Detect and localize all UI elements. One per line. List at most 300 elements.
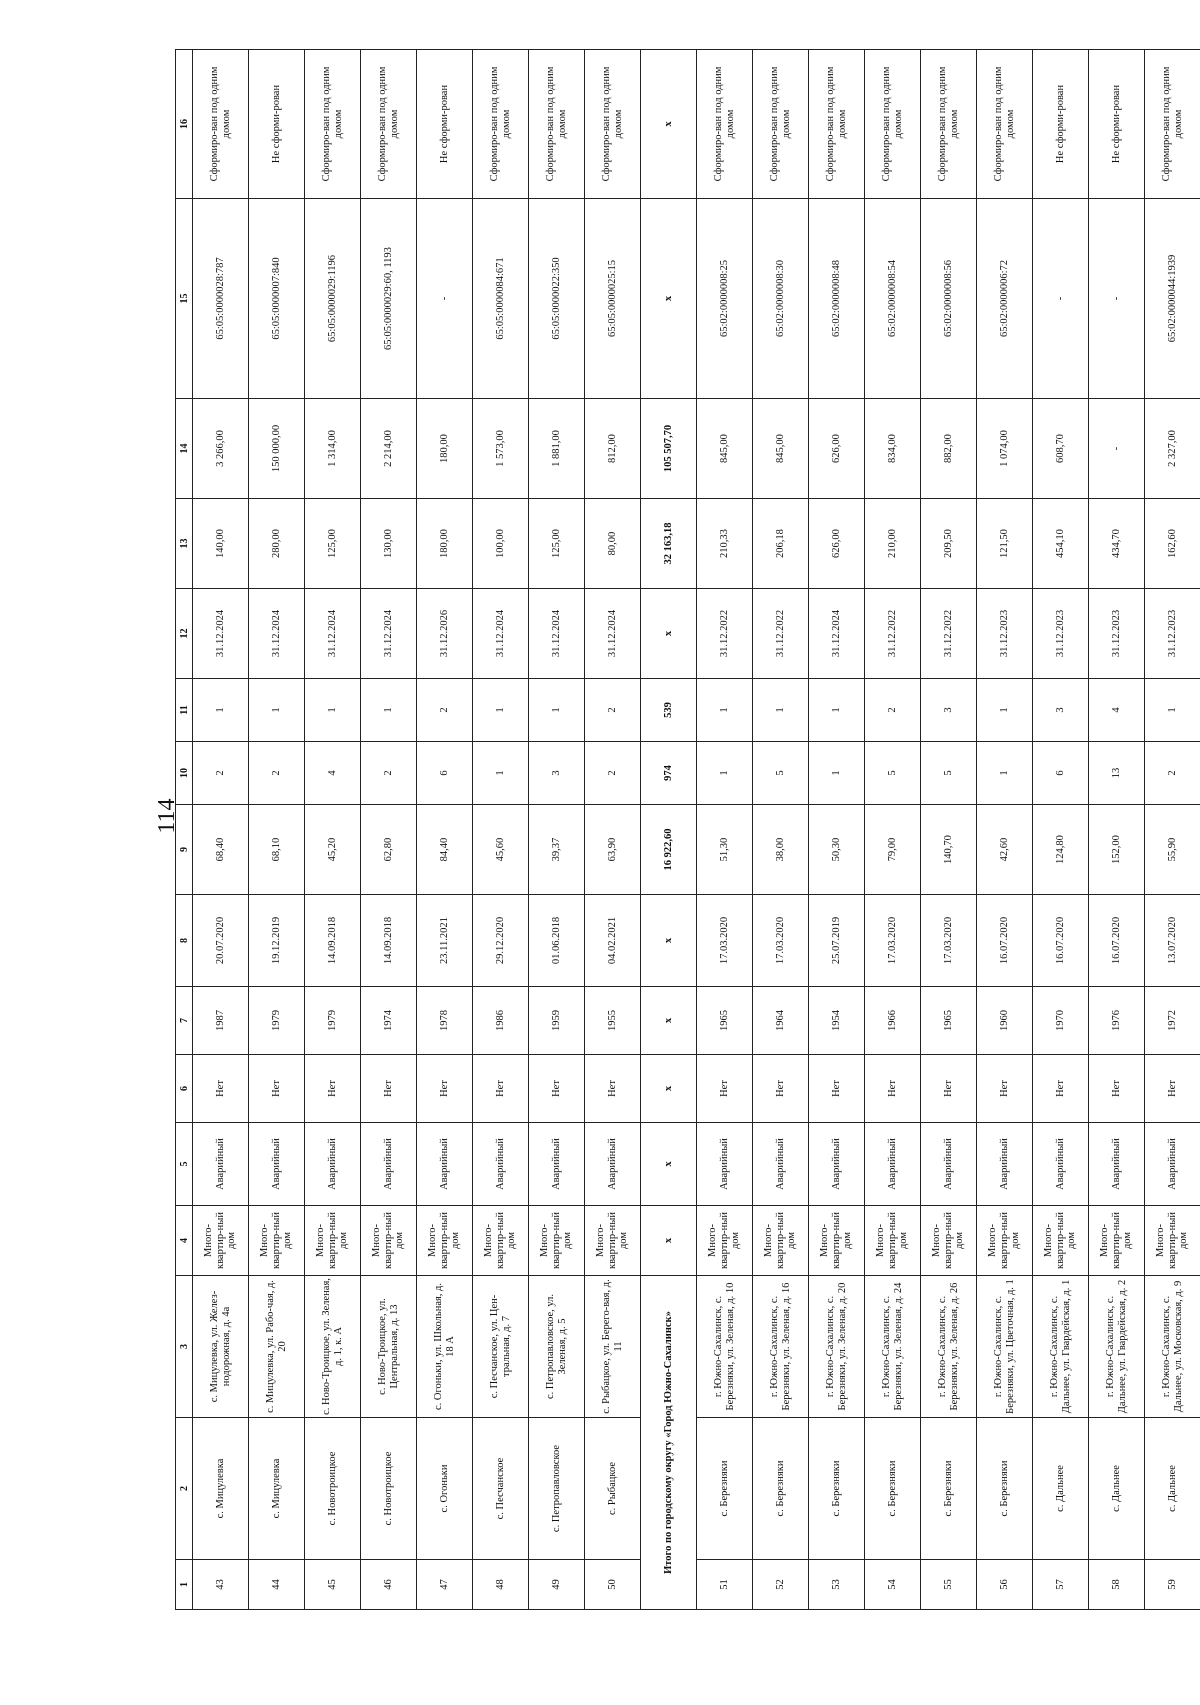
cell-c14: 834,00 bbox=[865, 399, 921, 499]
cell-c6: Нет bbox=[417, 1055, 473, 1123]
cell-no: 56 bbox=[977, 1560, 1033, 1610]
cell-c9: 45,60 bbox=[473, 805, 529, 895]
cell-status: Аварийный bbox=[193, 1123, 249, 1206]
cell-c16: Сформиро-ван под одним домом bbox=[193, 50, 249, 199]
cell-cad: 65:05:0000025:15 bbox=[585, 199, 641, 399]
cell-c11: 1 bbox=[529, 679, 585, 742]
cell-c11: 1 bbox=[473, 679, 529, 742]
cell-c12: 31.12.2022 bbox=[921, 589, 977, 679]
cell-status: Аварийный bbox=[1033, 1123, 1089, 1206]
cell-c6: Нет bbox=[697, 1055, 753, 1123]
cell-c10: 6 bbox=[1033, 742, 1089, 805]
cell-year: 1978 bbox=[417, 987, 473, 1055]
cell-no: 51 bbox=[697, 1560, 753, 1610]
cell-c16: Сформиро-ван под одним домом bbox=[473, 50, 529, 199]
cell-type: Много-квартир-ный дом bbox=[1145, 1206, 1200, 1276]
cell-no: 48 bbox=[473, 1560, 529, 1610]
cell-c13: 209,50 bbox=[921, 499, 977, 589]
table-row bbox=[361, 50, 417, 1610]
cell-c9: 140,70 bbox=[921, 805, 977, 895]
cell-c11: 1 bbox=[305, 679, 361, 742]
col-header: 8 bbox=[176, 895, 193, 987]
table-row bbox=[585, 50, 641, 1610]
cell-c12: 31.12.2024 bbox=[193, 589, 249, 679]
cell-date: 20.07.2020 bbox=[193, 895, 249, 987]
cell-no: 54 bbox=[865, 1560, 921, 1610]
cell-c10: 2 bbox=[193, 742, 249, 805]
col-header: 7 bbox=[176, 987, 193, 1055]
cell-type: Много-квартир-ный дом bbox=[809, 1206, 865, 1276]
cell-status: Аварийный bbox=[697, 1123, 753, 1206]
cell-status: Аварийный bbox=[809, 1123, 865, 1206]
table-row bbox=[1033, 50, 1089, 1610]
cell-c12: 31.12.2024 bbox=[249, 589, 305, 679]
cell-type: Много-квартир-ный дом bbox=[193, 1206, 249, 1276]
cell-date: 25.07.2019 bbox=[809, 895, 865, 987]
cell-cad: 65:02:0000006:72 bbox=[977, 199, 1033, 399]
cell-c10: 13 bbox=[1089, 742, 1145, 805]
cell-status: Аварийный bbox=[1089, 1123, 1145, 1206]
cell-c6: Нет bbox=[865, 1055, 921, 1123]
cell-c10: 6 bbox=[417, 742, 473, 805]
cell-c16: Сформиро-ван под одним домом bbox=[697, 50, 753, 199]
cell-c6: Нет bbox=[529, 1055, 585, 1123]
table-row bbox=[249, 50, 305, 1610]
cell-c12: 31.12.2024 bbox=[809, 589, 865, 679]
cell-c14: 1 573,00 bbox=[473, 399, 529, 499]
cell-c13: 454,10 bbox=[1033, 499, 1089, 589]
cell-year: 1965 bbox=[697, 987, 753, 1055]
cell-locality: с. Дальнее bbox=[1033, 1418, 1089, 1560]
cell-c11: 1 bbox=[977, 679, 1033, 742]
cell-date: 17.03.2020 bbox=[753, 895, 809, 987]
cell-c9: 38,00 bbox=[753, 805, 809, 895]
cell-c10: 5 bbox=[753, 742, 809, 805]
cell-locality: с. Огоньки bbox=[417, 1418, 473, 1560]
housing-register-table bbox=[175, 49, 1200, 1610]
cell-type: Много-квартир-ный дом bbox=[585, 1206, 641, 1276]
cell-cad: 65:02:0000008:56 bbox=[921, 199, 977, 399]
cell-c14: 180,00 bbox=[417, 399, 473, 499]
cell-c6: Нет bbox=[1089, 1055, 1145, 1123]
cell-year: 1964 bbox=[753, 987, 809, 1055]
cell-c10: 5 bbox=[921, 742, 977, 805]
total-cell: х bbox=[641, 199, 697, 399]
col-header: 1 bbox=[176, 1560, 193, 1610]
total-row bbox=[641, 50, 697, 1610]
cell-c11: 2 bbox=[865, 679, 921, 742]
cell-c14: 1 314,00 bbox=[305, 399, 361, 499]
total-cell: х bbox=[641, 50, 697, 199]
cell-address: г. Южно-Сахалинск, с. Березняки, ул. Цветочная, д. 1 bbox=[977, 1276, 1033, 1418]
cell-address: г. Южно-Сахалинск, с. Дальнее, ул. Гвардейская, д. 2 bbox=[1089, 1276, 1145, 1418]
table-row bbox=[977, 50, 1033, 1610]
total-cell: х bbox=[641, 589, 697, 679]
cell-c14: 845,00 bbox=[697, 399, 753, 499]
cell-locality: с. Песчанское bbox=[473, 1418, 529, 1560]
table-body-part-2 bbox=[697, 50, 1200, 1610]
cell-c16: Сформиро-ван под одним домом bbox=[585, 50, 641, 199]
cell-cad: 65:02:0000008:25 bbox=[697, 199, 753, 399]
cell-c16: Сформиро-ван под одним домом bbox=[809, 50, 865, 199]
cell-cad: 65:05:0000022:350 bbox=[529, 199, 585, 399]
cell-locality: с. Мицулевка bbox=[249, 1418, 305, 1560]
total-cell: 974 bbox=[641, 742, 697, 805]
cell-c10: 1 bbox=[473, 742, 529, 805]
col-header: 11 bbox=[176, 679, 193, 742]
cell-address: с. Ново-Троицкое, ул. Зеленая, д. 1, к. А bbox=[305, 1276, 361, 1418]
cell-date: 14.09.2018 bbox=[305, 895, 361, 987]
cell-address: с. Петропавловское, ул. Зеленая, д. 5 bbox=[529, 1276, 585, 1418]
cell-date: 23.11.2021 bbox=[417, 895, 473, 987]
cell-date: 17.03.2020 bbox=[921, 895, 977, 987]
cell-status: Аварийный bbox=[361, 1123, 417, 1206]
cell-c12: 31.12.2024 bbox=[361, 589, 417, 679]
cell-c14: 150 000,00 bbox=[249, 399, 305, 499]
cell-type: Много-квартир-ный дом bbox=[865, 1206, 921, 1276]
cell-c6: Нет bbox=[1033, 1055, 1089, 1123]
cell-year: 1987 bbox=[193, 987, 249, 1055]
cell-c11: 2 bbox=[417, 679, 473, 742]
cell-c10: 2 bbox=[361, 742, 417, 805]
col-header: 13 bbox=[176, 499, 193, 589]
total-cell: 16 922,60 bbox=[641, 805, 697, 895]
cell-type: Много-квартир-ный дом bbox=[977, 1206, 1033, 1276]
cell-c13: 180,00 bbox=[417, 499, 473, 589]
cell-cad: 65:05:0000029:1196 bbox=[305, 199, 361, 399]
cell-c16: Сформиро-ван под одним домом bbox=[753, 50, 809, 199]
cell-locality: с. Дальнее bbox=[1089, 1418, 1145, 1560]
cell-c10: 1 bbox=[697, 742, 753, 805]
table-row bbox=[193, 50, 249, 1610]
cell-c12: 31.12.2023 bbox=[1033, 589, 1089, 679]
table-row bbox=[417, 50, 473, 1610]
cell-no: 55 bbox=[921, 1560, 977, 1610]
cell-c6: Нет bbox=[361, 1055, 417, 1123]
cell-type: Много-квартир-ный дом bbox=[529, 1206, 585, 1276]
cell-c14: 608,70 bbox=[1033, 399, 1089, 499]
cell-c16: Не сформи-рован bbox=[1033, 50, 1089, 199]
cell-c10: 2 bbox=[249, 742, 305, 805]
cell-c11: 1 bbox=[361, 679, 417, 742]
cell-locality: с. Березняки bbox=[753, 1418, 809, 1560]
cell-cad: 65:02:0000008:30 bbox=[753, 199, 809, 399]
cell-c9: 152,00 bbox=[1089, 805, 1145, 895]
cell-status: Аварийный bbox=[921, 1123, 977, 1206]
cell-cad: - bbox=[417, 199, 473, 399]
cell-type: Много-квартир-ный дом bbox=[417, 1206, 473, 1276]
total-cell: х bbox=[641, 987, 697, 1055]
cell-status: Аварийный bbox=[865, 1123, 921, 1206]
cell-c12: 31.12.2024 bbox=[585, 589, 641, 679]
cell-c16: Не сформи-рован bbox=[417, 50, 473, 199]
cell-c10: 1 bbox=[977, 742, 1033, 805]
table-row bbox=[921, 50, 977, 1610]
cell-c6: Нет bbox=[921, 1055, 977, 1123]
cell-c10: 1 bbox=[809, 742, 865, 805]
cell-c9: 68,40 bbox=[193, 805, 249, 895]
cell-no: 49 bbox=[529, 1560, 585, 1610]
cell-date: 17.03.2020 bbox=[865, 895, 921, 987]
cell-c13: 100,00 bbox=[473, 499, 529, 589]
cell-locality: с. Дальнее bbox=[1145, 1418, 1200, 1560]
cell-no: 53 bbox=[809, 1560, 865, 1610]
cell-c12: 31.12.2022 bbox=[865, 589, 921, 679]
total-cell: 539 bbox=[641, 679, 697, 742]
col-header: 12 bbox=[176, 589, 193, 679]
total-cell: х bbox=[641, 895, 697, 987]
cell-address: с. Ново-Троицкое, ул. Центральная, д. 13 bbox=[361, 1276, 417, 1418]
cell-date: 16.07.2020 bbox=[1033, 895, 1089, 987]
cell-locality: с. Мицулевка bbox=[193, 1418, 249, 1560]
cell-address: г. Южно-Сахалинск, с. Березняки, ул. Зеленая, д. 24 bbox=[865, 1276, 921, 1418]
cell-address: г. Южно-Сахалинск, с. Дальнее, ул. Московская, д. 9 bbox=[1145, 1276, 1200, 1418]
cell-c13: 210,00 bbox=[865, 499, 921, 589]
cell-c13: 206,18 bbox=[753, 499, 809, 589]
cell-year: 1979 bbox=[305, 987, 361, 1055]
cell-c16: Сформиро-ван под одним домом bbox=[865, 50, 921, 199]
cell-locality: с. Березняки bbox=[921, 1418, 977, 1560]
total-cell: 32 163,18 bbox=[641, 499, 697, 589]
cell-year: 1965 bbox=[921, 987, 977, 1055]
cell-type: Много-квартир-ный дом bbox=[753, 1206, 809, 1276]
header-row bbox=[176, 50, 193, 1610]
cell-status: Аварийный bbox=[473, 1123, 529, 1206]
cell-address: г. Южно-Сахалинск, с. Березняки, ул. Зеленая, д. 26 bbox=[921, 1276, 977, 1418]
col-header: 3 bbox=[176, 1276, 193, 1418]
cell-year: 1986 bbox=[473, 987, 529, 1055]
cell-c9: 62,80 bbox=[361, 805, 417, 895]
cell-c16: Сформиро-ван под одним домом bbox=[1145, 50, 1200, 199]
cell-c9: 63,90 bbox=[585, 805, 641, 895]
cell-c13: 80,00 bbox=[585, 499, 641, 589]
cell-c13: 140,00 bbox=[193, 499, 249, 589]
cell-date: 16.07.2020 bbox=[1089, 895, 1145, 987]
cell-address: г. Южно-Сахалинск, с. Дальнее, ул. Гвардейская, д. 1 bbox=[1033, 1276, 1089, 1418]
table-row bbox=[865, 50, 921, 1610]
cell-date: 19.12.2019 bbox=[249, 895, 305, 987]
col-header: 9 bbox=[176, 805, 193, 895]
cell-c12: 31.12.2024 bbox=[529, 589, 585, 679]
cell-year: 1960 bbox=[977, 987, 1033, 1055]
cell-status: Аварийный bbox=[417, 1123, 473, 1206]
cell-status: Аварийный bbox=[529, 1123, 585, 1206]
page-number: 114 bbox=[154, 798, 180, 834]
cell-c9: 51,30 bbox=[697, 805, 753, 895]
cell-no: 46 bbox=[361, 1560, 417, 1610]
cell-no: 52 bbox=[753, 1560, 809, 1610]
cell-cad: 65:05:0000007:840 bbox=[249, 199, 305, 399]
cell-c16: Сформиро-ван под одним домом bbox=[921, 50, 977, 199]
cell-c10: 2 bbox=[585, 742, 641, 805]
cell-status: Аварийный bbox=[753, 1123, 809, 1206]
cell-c9: 84,40 bbox=[417, 805, 473, 895]
cell-c11: 1 bbox=[249, 679, 305, 742]
cell-c16: Сформиро-ван под одним домом bbox=[361, 50, 417, 199]
cell-date: 17.03.2020 bbox=[697, 895, 753, 987]
cell-c14: 1 881,00 bbox=[529, 399, 585, 499]
cell-c16: Сформиро-ван под одним домом bbox=[529, 50, 585, 199]
cell-c12: 31.12.2024 bbox=[473, 589, 529, 679]
cell-c14: 1 074,00 bbox=[977, 399, 1033, 499]
cell-address: с. Рыбацкое, ул. Берего-вая, д. 11 bbox=[585, 1276, 641, 1418]
table-total-section bbox=[641, 50, 697, 1610]
cell-status: Аварийный bbox=[977, 1123, 1033, 1206]
cell-c9: 55,90 bbox=[1145, 805, 1200, 895]
col-header: 6 bbox=[176, 1055, 193, 1123]
cell-c16: Сформиро-ван под одним домом bbox=[305, 50, 361, 199]
cell-c13: 125,00 bbox=[529, 499, 585, 589]
cell-c12: 31.12.2023 bbox=[1089, 589, 1145, 679]
cell-locality: с. Березняки bbox=[697, 1418, 753, 1560]
col-header: 15 bbox=[176, 199, 193, 399]
cell-cad: - bbox=[1089, 199, 1145, 399]
cell-c6: Нет bbox=[193, 1055, 249, 1123]
cell-address: с. Мицулевка, ул. Рабо-чая, д. 20 bbox=[249, 1276, 305, 1418]
table-row bbox=[473, 50, 529, 1610]
cell-date: 13.07.2020 bbox=[1145, 895, 1200, 987]
rotated-table-wrapper bbox=[175, 50, 1190, 1610]
total-cell: 105 507,70 bbox=[641, 399, 697, 499]
cell-type: Много-квартир-ный дом bbox=[361, 1206, 417, 1276]
cell-c11: 3 bbox=[921, 679, 977, 742]
cell-no: 58 bbox=[1089, 1560, 1145, 1610]
cell-c9: 39,37 bbox=[529, 805, 585, 895]
cell-c11: 1 bbox=[193, 679, 249, 742]
cell-year: 1974 bbox=[361, 987, 417, 1055]
cell-cad: 65:05:0000084:671 bbox=[473, 199, 529, 399]
cell-date: 29.12.2020 bbox=[473, 895, 529, 987]
cell-c10: 5 bbox=[865, 742, 921, 805]
table-row bbox=[305, 50, 361, 1610]
cell-c6: Нет bbox=[809, 1055, 865, 1123]
cell-c14: 2 214,00 bbox=[361, 399, 417, 499]
cell-c13: 162,60 bbox=[1145, 499, 1200, 589]
cell-c9: 124,80 bbox=[1033, 805, 1089, 895]
cell-c6: Нет bbox=[585, 1055, 641, 1123]
cell-year: 1966 bbox=[865, 987, 921, 1055]
cell-c12: 31.12.2023 bbox=[977, 589, 1033, 679]
table-row bbox=[697, 50, 753, 1610]
cell-address: г. Южно-Сахалинск, с. Березняки, ул. Зеленая, д. 20 bbox=[809, 1276, 865, 1418]
table-body-part-1 bbox=[193, 50, 641, 1610]
cell-address: с. Огоньки, ул. Школьная, д. 18 А bbox=[417, 1276, 473, 1418]
col-header: 5 bbox=[176, 1123, 193, 1206]
cell-c9: 42,60 bbox=[977, 805, 1033, 895]
cell-c11: 2 bbox=[585, 679, 641, 742]
col-header: 16 bbox=[176, 50, 193, 199]
cell-c13: 125,00 bbox=[305, 499, 361, 589]
cell-type: Много-квартир-ный дом bbox=[921, 1206, 977, 1276]
cell-locality: с. Новотроицкое bbox=[361, 1418, 417, 1560]
cell-type: Много-квартир-ный дом bbox=[249, 1206, 305, 1276]
table-row bbox=[1089, 50, 1145, 1610]
cell-status: Аварийный bbox=[585, 1123, 641, 1206]
cell-status: Аварийный bbox=[1145, 1123, 1200, 1206]
cell-no: 50 bbox=[585, 1560, 641, 1610]
cell-c6: Нет bbox=[305, 1055, 361, 1123]
cell-c9: 45,20 bbox=[305, 805, 361, 895]
cell-c16: Не сформи-рован bbox=[1089, 50, 1145, 199]
cell-c13: 121,50 bbox=[977, 499, 1033, 589]
cell-no: 44 bbox=[249, 1560, 305, 1610]
cell-date: 04.02.2021 bbox=[585, 895, 641, 987]
cell-locality: с. Березняки bbox=[809, 1418, 865, 1560]
cell-c11: 1 bbox=[753, 679, 809, 742]
col-header: 10 bbox=[176, 742, 193, 805]
cell-cad: 65:02:0000008:54 bbox=[865, 199, 921, 399]
cell-cad: 65:02:0000044:1939 bbox=[1145, 199, 1200, 399]
cell-c6: Нет bbox=[473, 1055, 529, 1123]
cell-c6: Нет bbox=[1145, 1055, 1200, 1123]
cell-c11: 1 bbox=[1145, 679, 1200, 742]
cell-c13: 280,00 bbox=[249, 499, 305, 589]
cell-cad: 65:02:0000008:48 bbox=[809, 199, 865, 399]
cell-c11: 4 bbox=[1089, 679, 1145, 742]
total-label: Итого по городскому округу «Город Южно-Сахалинск» bbox=[641, 1276, 697, 1610]
total-cell: х bbox=[641, 1123, 697, 1206]
cell-c9: 68,10 bbox=[249, 805, 305, 895]
cell-cad: - bbox=[1033, 199, 1089, 399]
cell-locality: с. Рыбацкое bbox=[585, 1418, 641, 1560]
cell-no: 45 bbox=[305, 1560, 361, 1610]
cell-c10: 2 bbox=[1145, 742, 1200, 805]
table-row bbox=[529, 50, 585, 1610]
cell-c10: 4 bbox=[305, 742, 361, 805]
cell-c12: 31.12.2022 bbox=[697, 589, 753, 679]
cell-no: 57 bbox=[1033, 1560, 1089, 1610]
table-row bbox=[1145, 50, 1200, 1610]
cell-type: Много-квартир-ный дом bbox=[1089, 1206, 1145, 1276]
cell-c13: 626,00 bbox=[809, 499, 865, 589]
cell-date: 14.09.2018 bbox=[361, 895, 417, 987]
cell-c11: 3 bbox=[1033, 679, 1089, 742]
cell-type: Много-квартир-ный дом bbox=[473, 1206, 529, 1276]
cell-year: 1959 bbox=[529, 987, 585, 1055]
cell-c14: 2 327,00 bbox=[1145, 399, 1200, 499]
cell-c14: 626,00 bbox=[809, 399, 865, 499]
cell-c14: - bbox=[1089, 399, 1145, 499]
cell-c9: 50,30 bbox=[809, 805, 865, 895]
cell-c16: Сформиро-ван под одним домом bbox=[977, 50, 1033, 199]
col-header: 2 bbox=[176, 1418, 193, 1560]
cell-type: Много-квартир-ный дом bbox=[1033, 1206, 1089, 1276]
table-row bbox=[809, 50, 865, 1610]
cell-address: г. Южно-Сахалинск, с. Березняки, ул. Зеленая, д. 16 bbox=[753, 1276, 809, 1418]
table-row bbox=[753, 50, 809, 1610]
cell-c14: 3 266,00 bbox=[193, 399, 249, 499]
cell-c12: 31.12.2022 bbox=[753, 589, 809, 679]
cell-locality: с. Новотроицкое bbox=[305, 1418, 361, 1560]
cell-c11: 1 bbox=[697, 679, 753, 742]
cell-c6: Нет bbox=[753, 1055, 809, 1123]
cell-address: г. Южно-Сахалинск, с. Березняки, ул. Зеленая, д. 10 bbox=[697, 1276, 753, 1418]
cell-c11: 1 bbox=[809, 679, 865, 742]
cell-c9: 79,00 bbox=[865, 805, 921, 895]
cell-c6: Нет bbox=[977, 1055, 1033, 1123]
cell-type: Много-квартир-ный дом bbox=[697, 1206, 753, 1276]
cell-c12: 31.12.2026 bbox=[417, 589, 473, 679]
cell-cad: 65:05:0000028:787 bbox=[193, 199, 249, 399]
cell-c16: Не сформи-рован bbox=[249, 50, 305, 199]
cell-no: 59 bbox=[1145, 1560, 1200, 1610]
total-cell: х bbox=[641, 1055, 697, 1123]
cell-no: 47 bbox=[417, 1560, 473, 1610]
cell-status: Аварийный bbox=[305, 1123, 361, 1206]
cell-no: 43 bbox=[193, 1560, 249, 1610]
total-cell: х bbox=[641, 1206, 697, 1276]
cell-c13: 434,70 bbox=[1089, 499, 1145, 589]
